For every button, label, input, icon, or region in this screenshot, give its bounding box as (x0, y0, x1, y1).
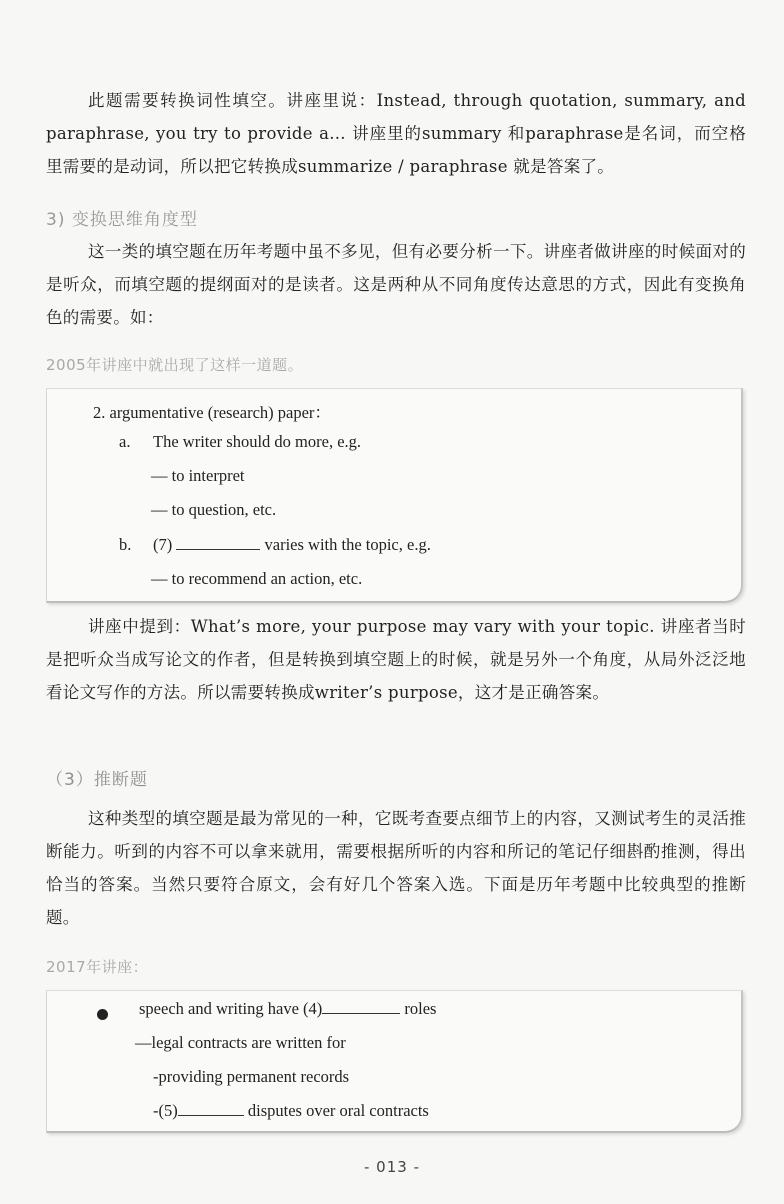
box2-line1-pre: speech and writing have (4) (139, 999, 323, 1018)
paragraph-perspective: 这一类的填空题在历年考题中虽不多见，但有必要分析一下。讲座者做讲座的时候面对的是听众，而填空题的提纲面对的是读者。这是两种从不同角度传达意思的方式，因此有变换角色的需要。如： (46, 242, 746, 327)
box2-line1 (139, 999, 436, 1019)
paragraph-inference: 这种类型的填空题是最为常见的一种，它既考查要点细节上的内容，又测试考生的灵活推断能力。听到的内容不可以拿来就用，需要根据所听的内容和所记的笔记仔细斟酌推测，得出恰当的答案。当然只要符合原文，会有好几个答案入选。下面是历年考题中比较典型的推断题。 (46, 809, 746, 927)
item-b-marker: b. (119, 535, 132, 554)
item-a-sub1: — to interpret (151, 466, 245, 485)
box2-line3: -providing permanent records (153, 1067, 350, 1086)
example-box-2005 (46, 388, 743, 603)
box2-line4 (153, 1101, 429, 1121)
paragraph-lecture-quote: 讲座中提到：What’s more, your purpose may vary with your topic. 讲座者当时是把听众当成写论文的作者，但是转换到填空题上的时候，就是另外一个角度，从局外泛泛地看论文写作的方法。所以需要转换成writer’s purpose，这才是正确答案。 (46, 617, 746, 702)
paragraph-word-form: 此题需要转换词性填空。讲座里说：Instead, through quotation, summary, and paraphrase, you try to provide a... 讲座里的summary 和paraphrase是名词，而空格里需要的是动词，所以把它转换成summarize / paraphrase 就是答案了。 (46, 91, 746, 176)
item-a-marker: a. (119, 432, 131, 451)
item-b-text: varies with the topic, e.g. (264, 535, 431, 554)
box-outline-title: 2. argumentative (research) paper： (93, 403, 331, 422)
box2-line4-post: disputes over oral contracts (247, 1101, 429, 1120)
example-note-2005: 2005年讲座中就出现了这样一道题。 (46, 356, 304, 374)
example-box-2017 (46, 990, 743, 1133)
section-heading-inference: （3）推断题 (46, 770, 148, 790)
box2-line2: —legal contracts are written for (135, 1033, 346, 1052)
answer-blank-4 (322, 999, 400, 1014)
example-note-2017: 2017年讲座： (46, 958, 149, 976)
box2-line4-pre: -(5) (153, 1101, 178, 1120)
section-heading-perspective: 3) 变换思维角度型 (46, 210, 198, 230)
item-a-sub2: — to question, etc. (151, 500, 277, 519)
item-b-number: (7) (153, 535, 173, 554)
bullet-icon (97, 1003, 108, 1023)
answer-blank-5 (178, 1101, 244, 1116)
box2-line1-post: roles (404, 999, 437, 1018)
item-b-sub1: — to recommend an action, etc. (151, 569, 363, 588)
answer-blank-7 (176, 535, 260, 550)
item-a-text: The writer should do more, e.g. (153, 432, 362, 451)
page-number: - 013 - (364, 1158, 420, 1176)
item-b-line (153, 535, 431, 555)
